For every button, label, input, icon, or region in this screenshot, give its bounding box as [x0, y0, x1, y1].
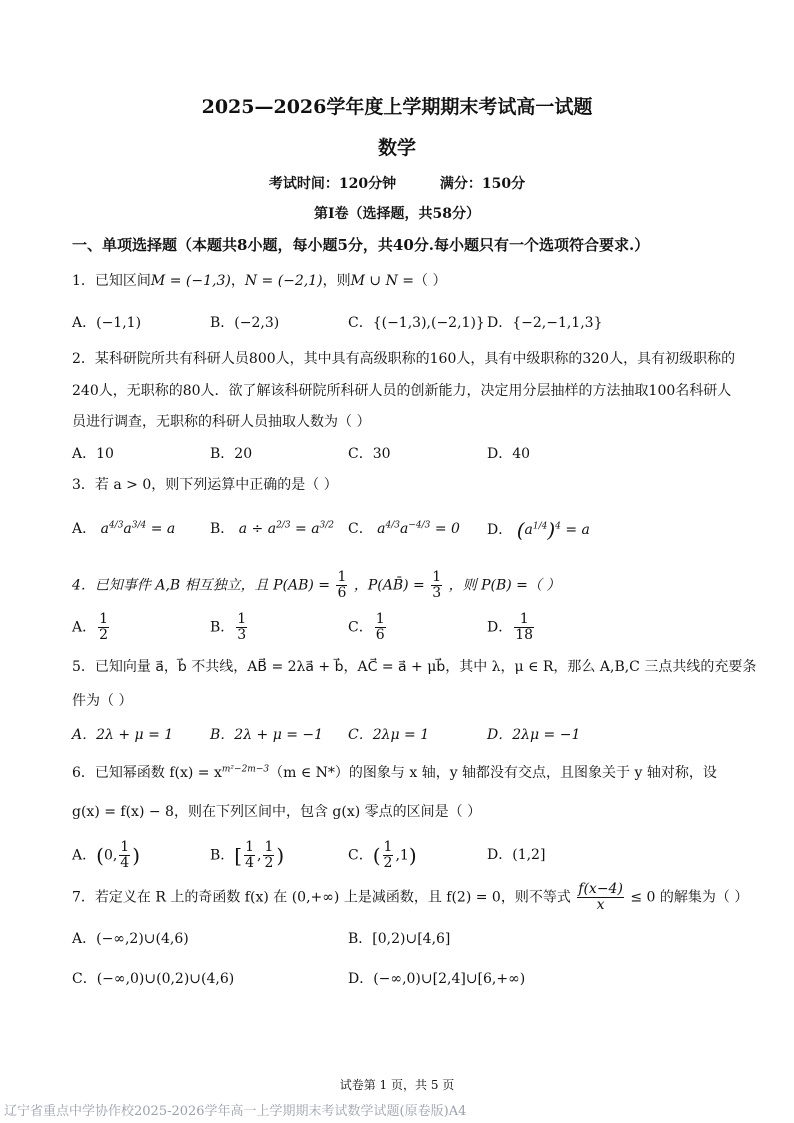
q1-option-c: C．{(−1,3),(−2,1)}	[348, 315, 485, 331]
q3-label-c: C．	[348, 521, 373, 537]
q2-line-2: 240人，无职称的80人．欲了解该科研院所科研人员的创新能力，决定用分层抽样的方法抽取100名科研人	[72, 383, 732, 399]
exam-time: 考试时间：120分钟	[268, 176, 397, 192]
q6-text-b: （m ∈ N*）的图象与 x 轴，y 轴都没有交点，且图象关于 y 轴对称，设	[269, 765, 717, 781]
q6-line-1	[72, 762, 717, 782]
q3-expr-c: = 0	[434, 521, 460, 537]
q1-m: M = (−1,3)	[150, 273, 231, 289]
full-score: 满分：150分	[439, 176, 526, 192]
q2-line-3: 员进行调查，无职称的科研人员抽取人数为（ ）	[72, 414, 371, 430]
q7-fraction: $\frac{f(x-4)}{x}$	[578, 881, 623, 913]
q4-text-a: 4．已知事件 A,B 相互独立，且 P(AB) =	[72, 577, 331, 594]
q7-option-d: D．(−∞,0)∪[2,4]∪[6,+∞)	[348, 971, 526, 987]
volume-title: 第Ⅰ卷（选择题，共58分）	[313, 206, 481, 222]
q7-stem	[72, 882, 748, 913]
q3-option-b: B． $a \div a^{2/3} = a^{3/2}$	[210, 520, 335, 537]
q5-line-1: 5．已知向量 a⃗，b⃗ 不共线，AB⃗ = 2λa⃗ + b⃗，AC⃗ = a⃗ + μb⃗，其中 λ，μ ∈ R，那么 A,B,C 三点共线的充要条	[72, 659, 757, 675]
q2-line-1: 2．某科研院所共有科研人员800人，其中具有高级职称的160人，具有中级职称的320人，具有初级职称的	[72, 351, 736, 367]
q1-text2: ，则	[322, 273, 351, 289]
q3-label-d: D．	[487, 522, 513, 538]
question-1-stem: 1．已知区间M = (−1,3)，N = (−2,1)，则M ∪ N =（ ）	[72, 273, 447, 289]
q1-blank: （ ）	[414, 273, 447, 289]
q6-option-c: C．( $\frac{1}{2}$ ,1)	[348, 839, 417, 871]
q2-option-d: D．40	[487, 446, 531, 462]
q1-option-b: B．(−2,3)	[210, 315, 280, 331]
q6-option-d: D．(1,2]	[487, 847, 546, 863]
q1-expr: M ∪ N =	[350, 273, 415, 289]
subject-title: 数学	[377, 137, 416, 159]
q1-option-a: A．(−1,1)	[72, 315, 142, 331]
q1-n: N = (−2,1)	[244, 273, 323, 289]
q2-option-b: B．20	[210, 446, 253, 462]
q2-option-c: C．30	[348, 446, 391, 462]
q4-option-b: B． $\frac{1}{3}$	[210, 611, 247, 643]
exam-title: 2025—2026学年度上学期期末考试高一试题	[201, 96, 593, 118]
q3-label-a: A．	[72, 521, 97, 537]
q7-option-a: A．(−∞,2)∪(4,6)	[72, 931, 189, 947]
q3-expr-b: = a	[295, 521, 320, 537]
q6-exponent: m²−2m−3	[221, 764, 270, 775]
exam-info	[0, 173, 794, 193]
q4-text-c: ，则 P(B) =（ ）	[448, 577, 561, 594]
q5-option-d: D．2λμ = −1	[487, 727, 581, 743]
q4-option-a: A． $\frac{1}{2}$	[72, 611, 109, 643]
q6-text-a: 6．已知幂函数 f(x) = x	[72, 765, 222, 781]
q5-option-c: C．2λμ = 1	[348, 727, 430, 743]
watermark: 辽宁省重点中学协作校2025-2026学年高一上学期期末考试数学试题(原卷版)A4	[4, 1104, 467, 1119]
section-heading: 一、单项选择题（本题共8小题，每小题5分，共40分.每小题只有一个选项符合要求.）	[72, 236, 650, 254]
q3-option-a: A． $a^{4/3}a^{3/4} = a$	[72, 520, 176, 537]
q2-option-a: A．10	[72, 446, 114, 462]
q4-frac-2: $\frac{1}{3}$	[432, 569, 442, 601]
q6-line-2: g(x) = f(x) − 8，则在下列区间中，包含 g(x) 零点的区间是（ ）	[72, 804, 482, 820]
q3-expr-a: = a	[150, 521, 176, 537]
q4-option-c: C． $\frac{1}{6}$	[348, 611, 385, 643]
q4-frac-1: $\frac{1}{6}$	[337, 569, 347, 601]
q4-text-b: ，P(AB̄) =	[353, 577, 425, 594]
q4-option-d: D． $\frac{1}{18}$	[487, 611, 534, 643]
q7-option-b: B．[0,2)∪[4,6]	[348, 931, 451, 947]
q6-option-b: B．[ $\frac{1}{4}$ , $\frac{1}{2}$ )	[210, 839, 285, 871]
page-footer: 试卷第 1 页，共 5 页	[339, 1078, 455, 1092]
q5-line-2: 件为（ ）	[72, 693, 133, 709]
q3-option-c: C． $a^{4/3}a^{-4/3} = 0$	[348, 520, 460, 537]
q5-option-a: A．2λ + μ = 1	[72, 727, 174, 743]
q6-option-a: A．(0, $\frac{1}{4}$ )	[72, 839, 141, 871]
q1-text: 1．已知区间	[72, 273, 151, 289]
q7-text-a: 7．若定义在 R 上的奇函数 f(x) 在 (0,+∞) 上是减函数，且 f(2) = 0，则不等式	[72, 889, 571, 906]
q7-text-b: ≤ 0 的解集为（ ）	[630, 889, 749, 906]
q3-expr-d: = a	[565, 522, 590, 538]
q3-label-b: B．	[210, 521, 235, 537]
q7-option-c: C．(−∞,0)∪(0,2)∪(4,6)	[72, 971, 235, 987]
q4-stem	[72, 570, 560, 601]
q3-stem: 3．若 a > 0，则下列运算中正确的是（ ）	[72, 477, 338, 493]
q1-option-d: D．{−2,−1,1,3}	[487, 315, 603, 331]
q5-option-b: B．2λ + μ = −1	[210, 727, 324, 743]
q3-option-d: D． $(a^{1/4})^4 = a$	[487, 518, 590, 542]
q6-option-d-value: (1,2]	[512, 847, 546, 863]
